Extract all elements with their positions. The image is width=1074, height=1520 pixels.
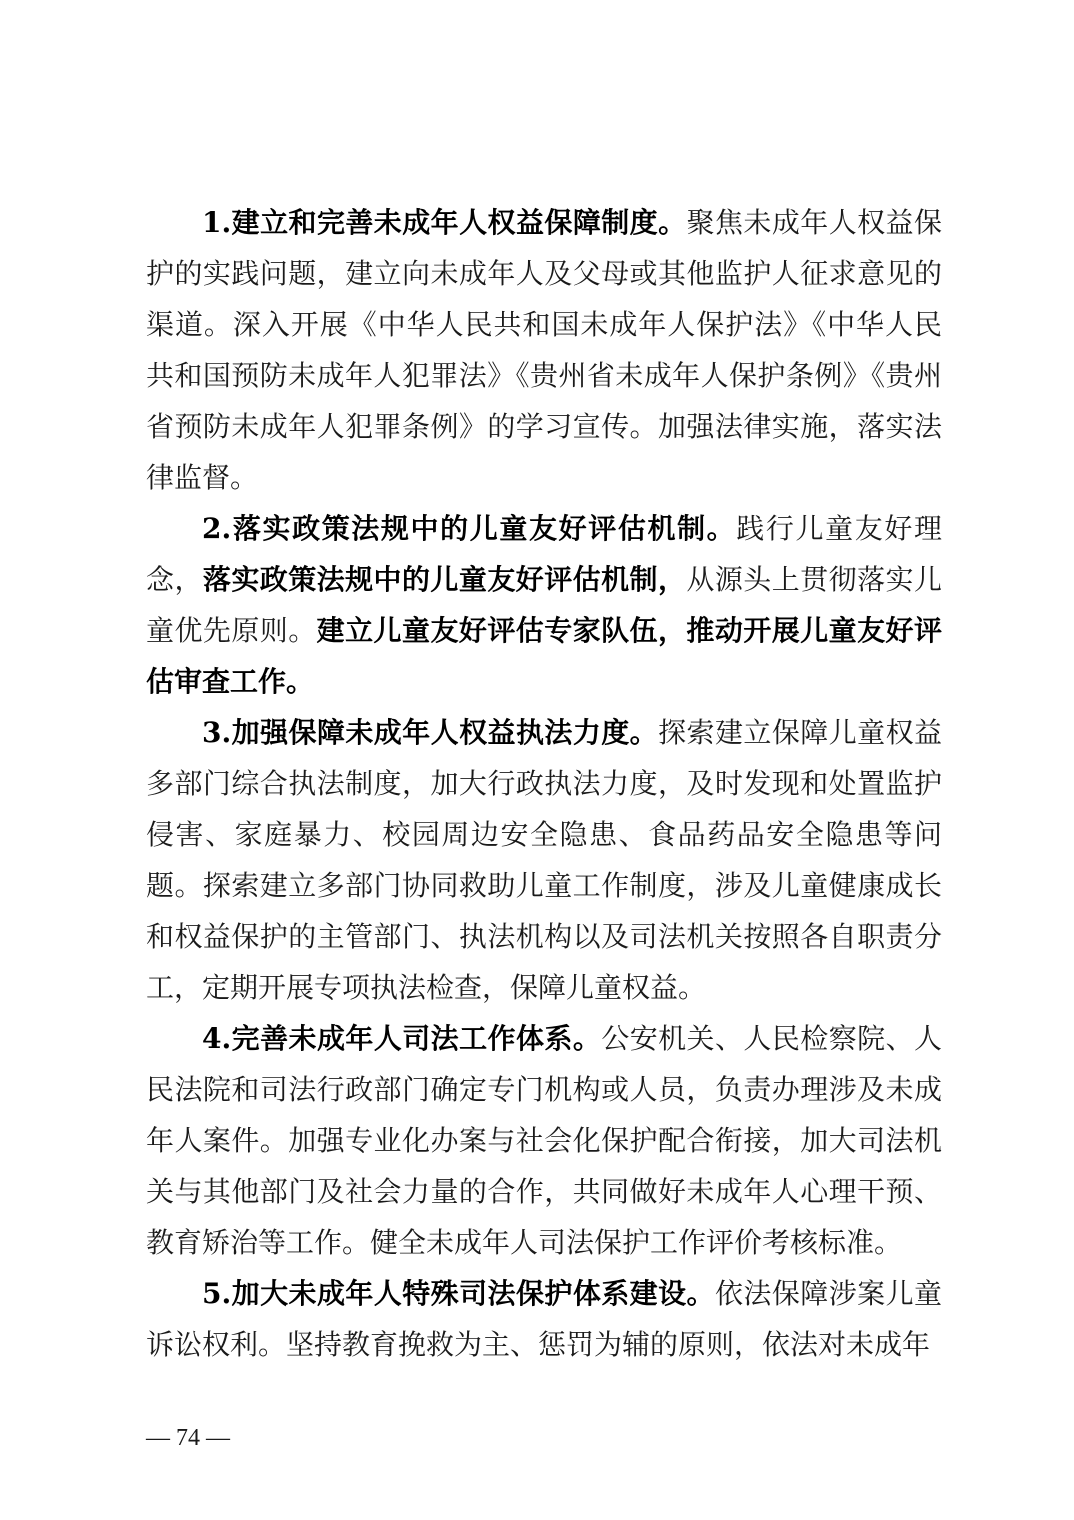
paragraph-heading: 1.建立和完善未成年人权益保障制度。 — [202, 206, 687, 239]
paragraph-text: 探索建立保障儿童权益多部门综合执法制度，加大行政执法力度，及时发现和处置监护侵害、家庭暴力、校园周边安全隐患、食品药品安全隐患等问题。探索建立多部门协同救助儿童工作制度，涉及儿童健康成长和权益保护的主管部门、执法机构以及司法机关按照各自职责分工，定期开展专项执法检查，保障儿童权益。 — [146, 716, 942, 1004]
paragraph-3 — [146, 707, 942, 1013]
paragraph-text: 依法保障涉案儿童诉讼权利。坚持教育挽救为主、惩罚为辅的原则，依法对未成年 — [146, 1277, 942, 1361]
paragraph-2 — [146, 503, 942, 707]
page-number: — 74 — — [146, 1425, 230, 1451]
paragraph-emphasis: 建立儿童友好评估专家队伍，推动开展儿童友好评估审查工作。 — [146, 614, 942, 698]
paragraph-text: 聚焦未成年人权益保护的实践问题，建立向未成年人及父母或其他监护人征求意见的渠道。深入开展《中华人民共和国未成年人保护法》《中华人民共和国预防未成年人犯罪法》《贵州省未成年人保护条例》《贵州省预防未成年人犯罪条例》的学习宣传。加强法律实施，落实法律监督。 — [146, 206, 942, 494]
paragraph-5 — [146, 1268, 942, 1370]
paragraph-text: 从源头上贯彻落实儿童优先原则。 — [146, 563, 942, 647]
paragraph-heading: 2.落实政策法规中的儿童友好评估机制。 — [202, 512, 737, 545]
paragraph-text: 践行儿童友好理念， — [146, 512, 942, 596]
paragraph-heading: 3.加强保障未成年人权益执法力度。 — [202, 716, 659, 749]
paragraph-heading: 4.完善未成年人司法工作体系。 — [202, 1022, 602, 1055]
paragraph-emphasis: 落实政策法规中的儿童友好评估机制， — [202, 563, 687, 596]
document-body — [146, 197, 942, 1370]
paragraph-heading: 5.加大未成年人特殊司法保护体系建设。 — [202, 1277, 715, 1310]
paragraph-4 — [146, 1013, 942, 1268]
paragraph-text: 公安机关、人民检察院、人民法院和司法行政部门确定专门机构或人员，负责办理涉及未成年人案件。加强专业化办案与社会化保护配合衔接，加大司法机关与其他部门及社会力量的合作，共同做好未成年人心理干预、教育矫治等工作。健全未成年人司法保护工作评价考核标准。 — [146, 1022, 942, 1259]
paragraph-1 — [146, 197, 942, 503]
